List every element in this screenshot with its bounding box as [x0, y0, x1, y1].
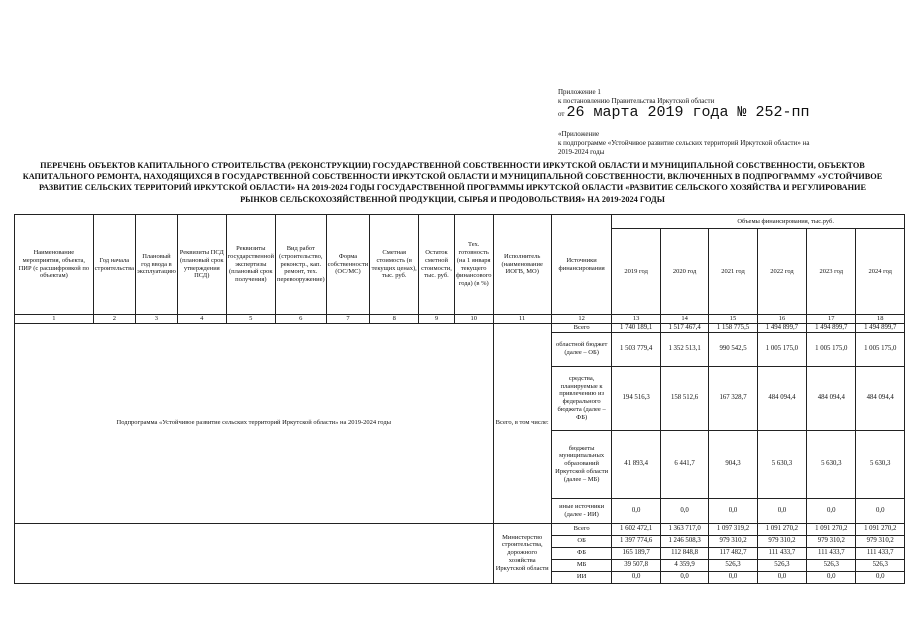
value-cell: 526,3 [856, 559, 905, 571]
value-cell: 111 433,7 [757, 547, 806, 559]
source-cell: областной бюджет (далее – ОБ) [551, 332, 612, 366]
col-number: 6 [275, 315, 326, 324]
header-start-year: Год начала строительства [93, 215, 135, 315]
header-remaining-cost: Остаток сметной стоимости, тыс. руб. [419, 215, 455, 315]
ministry-executor: Министерство строительства, дорожного хозяйства Иркутской области [493, 523, 551, 583]
value-cell: 0,0 [612, 571, 660, 583]
empty-cell [15, 523, 494, 583]
value-cell: 158 512,6 [660, 366, 708, 430]
appendix-date-line [558, 106, 888, 120]
header-year-2020: 2020 год [660, 229, 708, 315]
value-cell: 1 005 175,0 [856, 332, 905, 366]
col-number: 14 [660, 315, 708, 324]
value-cell: 117 482,7 [709, 547, 757, 559]
value-cell: 1 397 774,6 [612, 535, 660, 547]
col-number: 7 [326, 315, 370, 324]
col-number: 1 [15, 315, 94, 324]
value-cell: 0,0 [807, 571, 856, 583]
value-cell: 5 630,3 [807, 430, 856, 498]
source-cell: ИИ [551, 571, 612, 583]
source-cell: МБ [551, 559, 612, 571]
header-sources: Источники финансирования [551, 215, 612, 315]
appendix-block [558, 88, 888, 157]
header-psd: Реквизиты ПСД (плановый срок утверждения ПСД) [177, 215, 226, 315]
header-ownership: Форма собственности (ОС/МС) [326, 215, 370, 315]
value-cell: 0,0 [856, 571, 905, 583]
source-cell: бюджеты муниципальных образований Иркутской области (далее – МБ) [551, 430, 612, 498]
value-cell: 1 005 175,0 [757, 332, 806, 366]
appendix-number: Приложение 1 [558, 88, 601, 96]
value-cell: 0,0 [612, 498, 660, 523]
table-row [15, 523, 905, 535]
value-cell: 1 091 270,2 [757, 523, 806, 535]
value-cell: 6 441,7 [660, 430, 708, 498]
value-cell: 0,0 [709, 498, 757, 523]
value-cell: 979 310,2 [709, 535, 757, 547]
value-cell: 484 094,4 [807, 366, 856, 430]
value-cell: 111 433,7 [807, 547, 856, 559]
value-cell: 41 893,4 [612, 430, 660, 498]
header-year-2021: 2021 год [709, 229, 757, 315]
value-cell: 1 602 472,1 [612, 523, 660, 535]
source-cell: иные источники (далее - ИИ) [551, 498, 612, 523]
value-cell: 979 310,2 [807, 535, 856, 547]
header-year-2022: 2022 год [757, 229, 806, 315]
header-readiness: Тех. готовность (на 1 января текущего финансового года) (в %) [454, 215, 493, 315]
value-cell: 1 740 189,1 [612, 323, 660, 332]
value-cell: 5 630,3 [757, 430, 806, 498]
document-title: ПЕРЕЧЕНЬ ОБЪЕКТОВ КАПИТАЛЬНОГО СТРОИТЕЛЬСТВА (РЕКОНСТРУКЦИИ) ГОСУДАРСТВЕННОЙ СОБСТВЕННОСТИ ИРКУТСКОЙ ОБЛАСТИ И МУНИЦИПАЛЬНОЙ СОБСТВЕННОСТИ, ОБЪЕКТОВ КАПИТАЛЬНОГО РЕМОНТА, НАХОДЯЩИХСЯ В ГОСУДАРСТВЕННОЙ СОБСТВЕННОСТИ ИРКУТСКОЙ ОБЛАСТИ И МУНИЦИПАЛЬНОЙ СОБСТВЕННОСТИ, ВКЛЮЧЕННЫХ В ПОДПРОГРАММУ «УСТОЙЧИВОЕ РАЗВИТИЕ СЕЛЬСКИХ ТЕРРИТОРИЙ ИРКУТСКОЙ ОБЛАСТИ» НА 2019-2024 ГОДЫ ГОСУДАРСТВЕННОЙ ПРОГРАММЫ ИРКУТСКОЙ ОБЛАСТИ «РАЗВИТИЕ СЕЛЬСКОГО ХОЗЯЙСТВА И РЕГУЛИРОВАНИЕ РЫНКОВ СЕЛЬСКОХОЗЯЙСТВЕННОЙ ПРОДУКЦИИ, СЫРЬЯ И ПРОДОВОЛЬСТВИЯ» НА 2019-2024 ГОДЫ [22, 161, 883, 204]
col-number: 18 [856, 315, 905, 324]
value-cell: 1 005 175,0 [807, 332, 856, 366]
value-cell: 1 494 899,7 [856, 323, 905, 332]
appendix-decree: к постановлению Правительства Иркутской области [558, 97, 715, 105]
value-cell: 1 091 270,2 [856, 523, 905, 535]
value-cell: 39 507,8 [612, 559, 660, 571]
col-number: 8 [370, 315, 419, 324]
source-cell: ОБ [551, 535, 612, 547]
value-cell: 0,0 [757, 498, 806, 523]
value-cell: 167 328,7 [709, 366, 757, 430]
header-expertise: Реквизиты государственной экспертизы (плановый срок получения) [226, 215, 275, 315]
header-year-2019: 2019 год [612, 229, 660, 315]
col-number: 10 [454, 315, 493, 324]
value-cell: 1 097 319,2 [709, 523, 757, 535]
col-number: 5 [226, 315, 275, 324]
value-cell: 1 503 779,4 [612, 332, 660, 366]
subprogram-name: Подпрограмма «Устойчивое развитие сельских территорий Иркутской области» на 2019-2024 годы [15, 323, 494, 523]
header-year-2024: 2024 год [856, 229, 905, 315]
value-cell: 1 246 508,3 [660, 535, 708, 547]
source-cell: Всего [551, 523, 612, 535]
col-number: 4 [177, 315, 226, 324]
value-cell: 526,3 [757, 559, 806, 571]
header-estimated-cost: Сметная стоимость (в текущих ценах), тыс. руб. [370, 215, 419, 315]
value-cell: 904,3 [709, 430, 757, 498]
column-number-row [15, 315, 905, 324]
value-cell: 990 542,5 [709, 332, 757, 366]
value-cell: 1 517 467,4 [660, 323, 708, 332]
value-cell: 1 158 775,5 [709, 323, 757, 332]
col-number: 15 [709, 315, 757, 324]
value-cell: 484 094,4 [757, 366, 806, 430]
value-cell: 0,0 [660, 571, 708, 583]
value-cell: 4 359,9 [660, 559, 708, 571]
col-number: 11 [493, 315, 551, 324]
value-cell: 0,0 [856, 498, 905, 523]
value-cell: 1 363 717,0 [660, 523, 708, 535]
header-funding: Объемы финансирования, тыс.руб. [612, 215, 905, 229]
table-row [15, 323, 905, 332]
appendix-years: 2019-2024 годы [558, 148, 605, 156]
source-cell: Всего [551, 323, 612, 332]
value-cell: 1 091 270,2 [807, 523, 856, 535]
value-cell: 1 494 899,7 [807, 323, 856, 332]
col-number: 3 [135, 315, 177, 324]
value-cell: 526,3 [807, 559, 856, 571]
source-cell: средства, планируемые к привлечению из федерального бюджета (далее – ФБ) [551, 366, 612, 430]
header-executor: Исполнитель (наименование ИОГВ, МО) [493, 215, 551, 315]
value-cell: 1 494 899,7 [757, 323, 806, 332]
value-cell: 1 352 513,1 [660, 332, 708, 366]
value-cell: 0,0 [660, 498, 708, 523]
value-cell: 5 630,3 [856, 430, 905, 498]
col-number: 17 [807, 315, 856, 324]
value-cell: 0,0 [807, 498, 856, 523]
header-name: Наименование мероприятия, объекта, ПИР (с расшифровкой по объектам) [15, 215, 94, 315]
value-cell: 526,3 [709, 559, 757, 571]
objects-table [14, 214, 905, 584]
col-number: 16 [757, 315, 806, 324]
value-cell: 194 516,3 [612, 366, 660, 430]
source-cell: ФБ [551, 547, 612, 559]
value-cell: 0,0 [709, 571, 757, 583]
col-number: 2 [93, 315, 135, 324]
value-cell: 979 310,2 [856, 535, 905, 547]
appendix-subprogram: к подпрограмме «Устойчивое развитие сельских территорий Иркутской области» на [558, 139, 810, 147]
value-cell: 484 094,4 [856, 366, 905, 430]
header-commission-year: Плановый год ввода в эксплуатацию [135, 215, 177, 315]
header-work-type: Вид работ (строительство, реконстр., кап. ремонт, тех. перевооружение) [275, 215, 326, 315]
decree-date-stamp: 26 марта 2019 года № 252-пп [566, 104, 810, 121]
appendix-date-prefix: от [558, 110, 565, 118]
col-number: 13 [612, 315, 660, 324]
col-number: 12 [551, 315, 612, 324]
header-year-2023: 2023 год [807, 229, 856, 315]
value-cell: 0,0 [757, 571, 806, 583]
value-cell: 112 848,8 [660, 547, 708, 559]
program-executor: Всего, в том числе: [493, 323, 551, 523]
value-cell: 979 310,2 [757, 535, 806, 547]
value-cell: 165 189,7 [612, 547, 660, 559]
value-cell: 111 433,7 [856, 547, 905, 559]
col-number: 9 [419, 315, 455, 324]
appendix-subtitle: «Приложение [558, 130, 600, 138]
